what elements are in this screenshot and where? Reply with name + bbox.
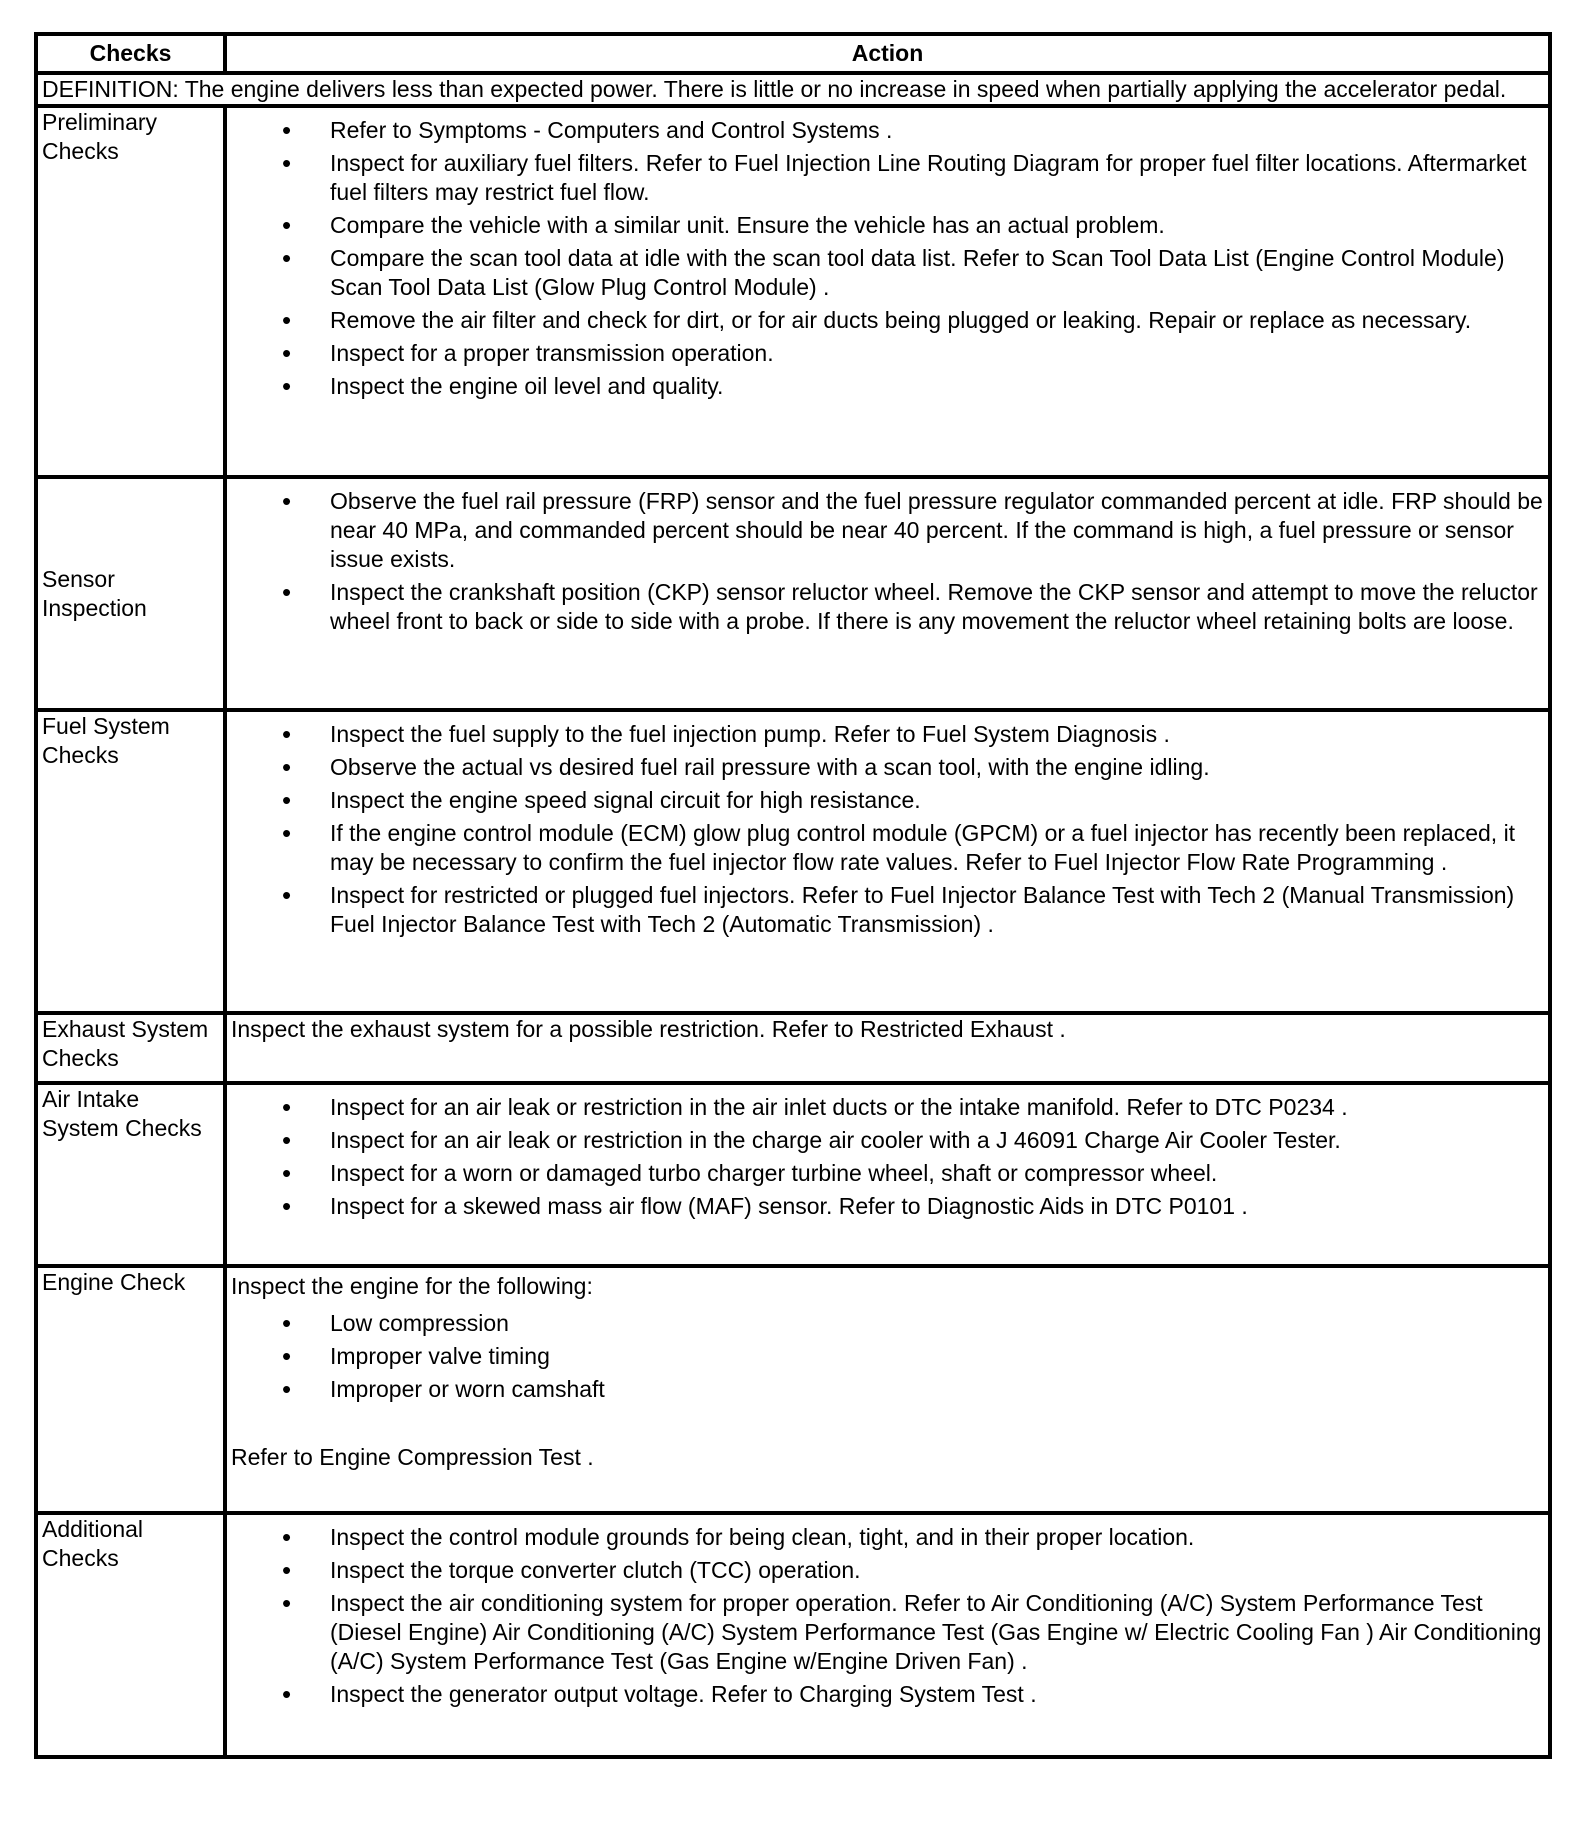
- table-row-additional: [36, 1513, 1550, 1757]
- list-item: • Inspect the control module grounds for being clean, tight, and in their proper location.: [231, 1523, 1544, 1552]
- list-item: • Inspect for an air leak or restriction in the air inlet ducts or the intake manifold. Refer to DTC P0234 .: [231, 1093, 1544, 1122]
- list-item: • Inspect for a worn or damaged turbo charger turbine wheel, shaft or compressor wheel.: [231, 1159, 1544, 1188]
- list-item: • Inspect for restricted or plugged fuel injectors. Refer to Fuel Injector Balance Test with Tech 2 (Manual Transmission) Fuel Injector Balance Test with Tech 2 (Automatic Transmission) .: [231, 881, 1544, 939]
- check-label-exhaust: Exhaust System Checks: [36, 1013, 225, 1083]
- list-item: • Inspect the fuel supply to the fuel injection pump. Refer to Fuel System Diagnosis .: [231, 720, 1544, 749]
- bullet-list-air-intake: [231, 1093, 1544, 1221]
- action-cell-air-intake: [225, 1083, 1550, 1266]
- definition-row: [36, 73, 1550, 106]
- table-row-fuel: [36, 710, 1550, 1013]
- action-cell-fuel: [225, 710, 1550, 1013]
- bullet-list-sensor: [231, 487, 1544, 636]
- definition-text: DEFINITION: The engine delivers less than expected power. There is little or no increase in speed when partially applying the accelerator pedal.: [36, 73, 1550, 106]
- action-text-exhaust: Inspect the exhaust system for a possible restriction. Refer to Restricted Exhaust .: [225, 1013, 1550, 1083]
- list-item: • Remove the air filter and check for dirt, or for air ducts being plugged or leaking. Repair or replace as necessary.: [231, 306, 1544, 335]
- table-row-exhaust: [36, 1013, 1550, 1083]
- action-cell-engine: [225, 1266, 1550, 1513]
- table-row-air-intake: [36, 1083, 1550, 1266]
- list-item: • Inspect the engine speed signal circuit for high resistance.: [231, 786, 1544, 815]
- engine-footer: Refer to Engine Compression Test .: [231, 1444, 594, 1470]
- check-label-additional: Additional Checks: [36, 1513, 225, 1757]
- action-cell-sensor: [225, 477, 1550, 710]
- bullet-list-fuel: [231, 720, 1544, 939]
- list-item: • Refer to Symptoms - Computers and Control Systems .: [231, 116, 1544, 145]
- list-item: • Inspect for a proper transmission operation.: [231, 339, 1544, 368]
- list-item: • If the engine control module (ECM) glow plug control module (GPCM) or a fuel injector has recently been replaced, it may be necessary to confirm the fuel injector flow rate values. Refer to Fuel Injector Flow Rate Programming .: [231, 819, 1544, 877]
- table-row-preliminary: [36, 106, 1550, 477]
- list-item: • Compare the scan tool data at idle with the scan tool data list. Refer to Scan Tool Data List (Engine Control Module) Scan Tool Data List (Glow Plug Control Module) .: [231, 244, 1544, 302]
- list-item: • Observe the actual vs desired fuel rail pressure with a scan tool, with the engine idling.: [231, 753, 1544, 782]
- check-label-engine: Engine Check: [36, 1266, 225, 1513]
- list-item: • Inspect for auxiliary fuel filters. Refer to Fuel Injection Line Routing Diagram for proper fuel filter locations. Aftermarket fuel filters may restrict fuel flow.: [231, 149, 1544, 207]
- check-label-sensor: Sensor Inspection: [36, 477, 225, 710]
- header-checks: Checks: [36, 34, 225, 73]
- check-label-preliminary: Preliminary Checks: [36, 106, 225, 477]
- header-row: [36, 34, 1550, 73]
- action-cell-additional: [225, 1513, 1550, 1757]
- table-row-engine: [36, 1266, 1550, 1513]
- bullet-list-additional: [231, 1523, 1544, 1709]
- check-label-fuel: Fuel System Checks: [36, 710, 225, 1013]
- engine-intro: Inspect the engine for the following:: [231, 1273, 593, 1299]
- table-row-sensor: [36, 477, 1550, 710]
- list-item: • Inspect the crankshaft position (CKP) sensor reluctor wheel. Remove the CKP sensor and attempt to move the reluctor wheel front to back or side to side with a probe. If there is any movement the reluctor wheel retaining bolts are loose.: [231, 578, 1544, 636]
- list-item: • Inspect the torque converter clutch (TCC) operation.: [231, 1556, 1544, 1585]
- action-cell-preliminary: [225, 106, 1550, 477]
- list-item: • Observe the fuel rail pressure (FRP) sensor and the fuel pressure regulator commanded percent at idle. FRP should be near 40 MPa, and commanded percent should be near 40 percent. If the command is high, a fuel pressure or sensor issue exists.: [231, 487, 1544, 574]
- list-item: • Improper valve timing: [231, 1342, 1544, 1371]
- header-action: Action: [225, 34, 1550, 73]
- list-item: • Compare the vehicle with a similar unit. Ensure the vehicle has an actual problem.: [231, 211, 1544, 240]
- bullet-list-engine: [231, 1309, 1544, 1404]
- list-item: • Inspect for an air leak or restriction in the charge air cooler with a J 46091 Charge Air Cooler Tester.: [231, 1126, 1544, 1155]
- check-label-air-intake: Air Intake System Checks: [36, 1083, 225, 1266]
- list-item: • Inspect the engine oil level and quality.: [231, 372, 1544, 401]
- list-item: • Low compression: [231, 1309, 1544, 1338]
- list-item: • Improper or worn camshaft: [231, 1375, 1544, 1404]
- diagnostic-table: [34, 32, 1552, 1759]
- bullet-list-preliminary: [231, 116, 1544, 401]
- list-item: • Inspect the generator output voltage. Refer to Charging System Test .: [231, 1680, 1544, 1709]
- list-item: • Inspect for a skewed mass air flow (MAF) sensor. Refer to Diagnostic Aids in DTC P0101 .: [231, 1192, 1544, 1221]
- list-item: • Inspect the air conditioning system for proper operation. Refer to Air Conditioning (A/C) System Performance Test (Diesel Engine) Air Conditioning (A/C) System Performance Test (Gas Engine w/ Electric Cooling Fan ) Air Conditioning (A/C) System Performance Test (Gas Engine w/Engine Driven Fan) .: [231, 1589, 1544, 1676]
